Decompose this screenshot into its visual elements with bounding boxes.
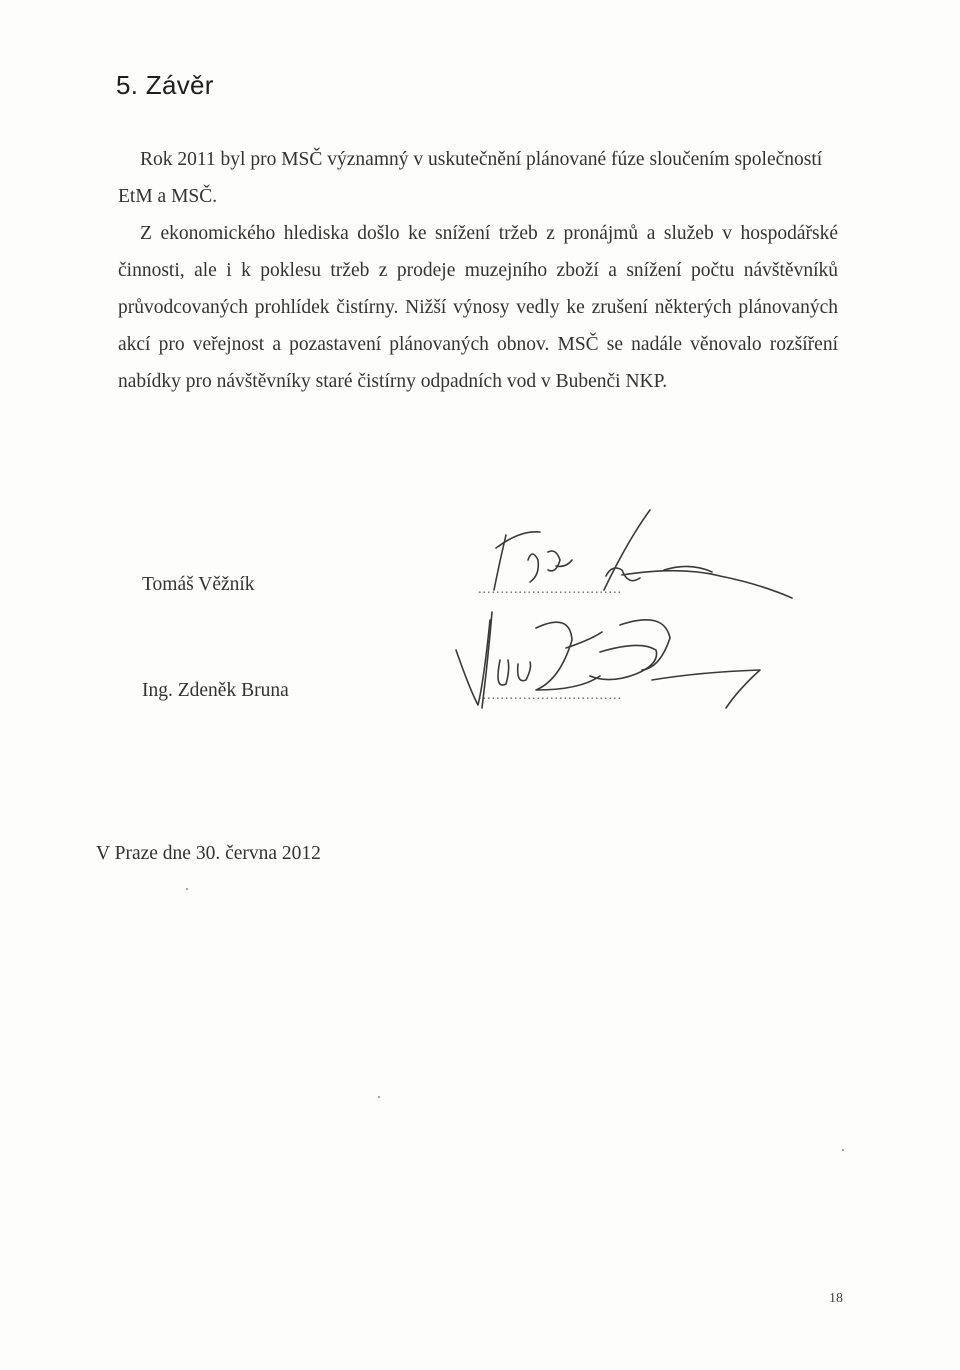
signature-1-stroke [548, 551, 572, 571]
section-heading: 5. Závěr [116, 70, 214, 100]
signature-2-stroke [652, 670, 760, 708]
signature-1-stroke [604, 510, 650, 590]
signature-2-stroke [620, 620, 670, 670]
signature-1-stroke [496, 532, 540, 548]
scan-speck [378, 1096, 380, 1098]
signature-line-1: ................................ [478, 582, 622, 597]
scan-speck [186, 888, 188, 890]
signature-1-stroke [622, 571, 792, 598]
paragraph-1: Rok 2011 byl pro MSČ významný v uskutečnění plánované fúze sloučením společností EtM a MSČ. [118, 149, 823, 207]
signature-2-stroke [498, 660, 509, 685]
signature-2-stroke [566, 632, 602, 648]
page-number: 18 [829, 1291, 843, 1306]
paragraph-2: Z ekonomického hlediska došlo ke snížení tržeb z pronájmů a služeb v hospodářské činnosti, ale i k poklesu tržeb z prodeje muzejního zboží a snížení počtu návštěvníků průvodcovaných prohlídek čistírny. Nižší výnosy vedly ke zrušení některých plánovaných akcí pro veřejnost a pozastavení plánovaných obnov. MSČ se nadále věnovalo rozšíření nabídky pro návštěvníky staré čistírny odpadních vod v Bubenči NKP. [118, 223, 838, 392]
signature-line-2: ................................ [478, 688, 622, 703]
place-and-date: V Praze dne 30. června 2012 [96, 843, 321, 864]
signatory-name-1: Tomáš Věžník [142, 574, 255, 595]
signature-2-stroke [590, 645, 657, 679]
signature-2-stroke [518, 662, 531, 681]
signature-1-stroke [606, 568, 640, 581]
signature-1-stroke [528, 554, 538, 582]
scan-speck [842, 1149, 844, 1151]
signature-2-stroke [536, 622, 600, 690]
signature-1-stroke [664, 566, 712, 572]
signatory-name-2: Ing. Zdeněk Bruna [142, 680, 289, 701]
